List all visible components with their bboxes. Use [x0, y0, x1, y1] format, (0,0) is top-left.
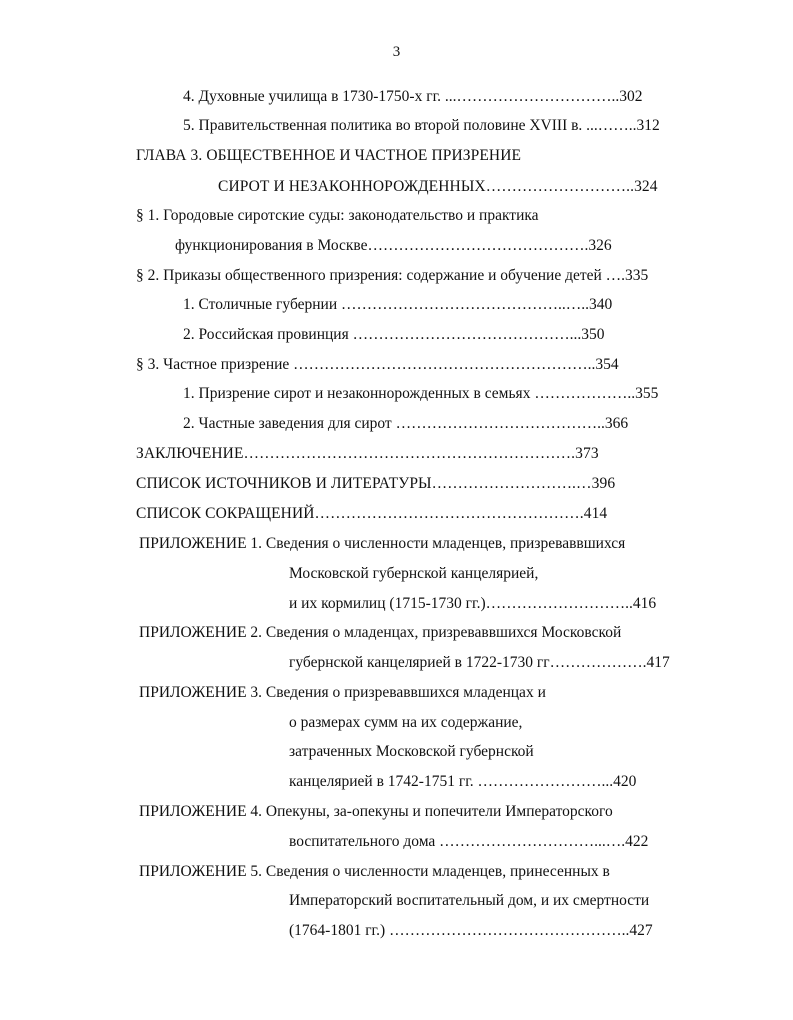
toc-entry-appendix3-cont3: канцелярией в 1742-1751 гг. ……………………...420 [289, 773, 637, 790]
toc-entry-paragraph2-item1: 1. Столичные губернии ……………………………………..…..340 [183, 296, 613, 313]
page-number: 3 [392, 44, 401, 60]
toc-entry-sources: СПИСОК ИСТОЧНИКОВ И ЛИТЕРАТУРЫ……………………….…396 [136, 475, 616, 492]
toc-entry-appendix4: ПРИЛОЖЕНИЕ 4. Опекуны, за-опекуны и попечители Императорского [139, 803, 613, 820]
toc-entry-paragraph1: § 1. Городовые сиротские суды: законодательство и практика [136, 207, 539, 224]
toc-entry-appendix5-cont1: Императорский воспитательный дом, и их смертности [289, 892, 650, 909]
toc-entry-paragraph3-item1: 1. Призрение сирот и незаконнорожденных в семьях ………………..355 [183, 385, 659, 402]
toc-entry-chapter3-title: ГЛАВА 3. ОБЩЕСТВЕННОЕ И ЧАСТНОЕ ПРИЗРЕНИЕ [136, 147, 522, 164]
toc-entry-appendix5: ПРИЛОЖЕНИЕ 5. Сведения о численности младенцев, принесенных в [139, 863, 610, 880]
toc-entry-appendix5-cont2: (1764-1801 гг.) ………………………………………..427 [289, 922, 653, 939]
toc-entry-appendix4-cont: воспитательного дома …………………………...….422 [289, 833, 649, 850]
toc-entry-appendix1: ПРИЛОЖЕНИЕ 1. Сведения о численности младенцев, призреваввшихся [139, 535, 626, 552]
toc-entry-chapter2-section4: 4. Духовные училища в 1730-1750-х гг. ...…………………………..302 [183, 88, 643, 105]
toc-entry-paragraph2-item2: 2. Российская провинция ……………………………………...350 [183, 326, 605, 343]
toc-entry-appendix1-cont1: Московской губернской канцелярией, [289, 565, 539, 582]
toc-entry-abbreviations: СПИСОК СОКРАЩЕНИЙ…………………………………………….414 [136, 505, 608, 522]
toc-entry-appendix1-cont2: и их кормилиц (1715-1730 гг.)………………………..416 [289, 595, 657, 612]
toc-entry-paragraph1-cont: функционирования в Москве…………………………………….326 [175, 237, 612, 254]
toc-entry-paragraph3: § 3. Частное призрение …………………………………………………..354 [136, 356, 619, 373]
toc-entry-conclusion: ЗАКЛЮЧЕНИЕ……………………………………………………….373 [136, 445, 599, 462]
toc-entry-appendix3-cont1: о размерах сумм на их содержание, [289, 714, 523, 731]
toc-entry-paragraph2: § 2. Приказы общественного призрения: содержание и обучение детей ….335 [136, 267, 649, 284]
toc-entry-appendix2-cont: губернской канцелярией в 1722-1730 гг……………….417 [289, 654, 670, 671]
toc-entry-chapter3-title-cont: СИРОТ И НЕЗАКОННОРОЖДЕННЫХ………………………..324 [218, 178, 658, 195]
toc-entry-appendix3-cont2: затраченных Московской губернской [289, 743, 534, 760]
toc-entry-paragraph3-item2: 2. Частные заведения для сирот …………………………………..366 [183, 415, 629, 432]
toc-entry-chapter2-section5: 5. Правительственная политика во второй половине XVIII в. ...……..312 [183, 117, 660, 134]
toc-entry-appendix2: ПРИЛОЖЕНИЕ 2. Сведения о младенцах, призреваввшихся Московской [139, 624, 622, 641]
toc-entry-appendix3: ПРИЛОЖЕНИЕ 3. Сведения о призреваввшихся младенцах и [139, 684, 546, 701]
